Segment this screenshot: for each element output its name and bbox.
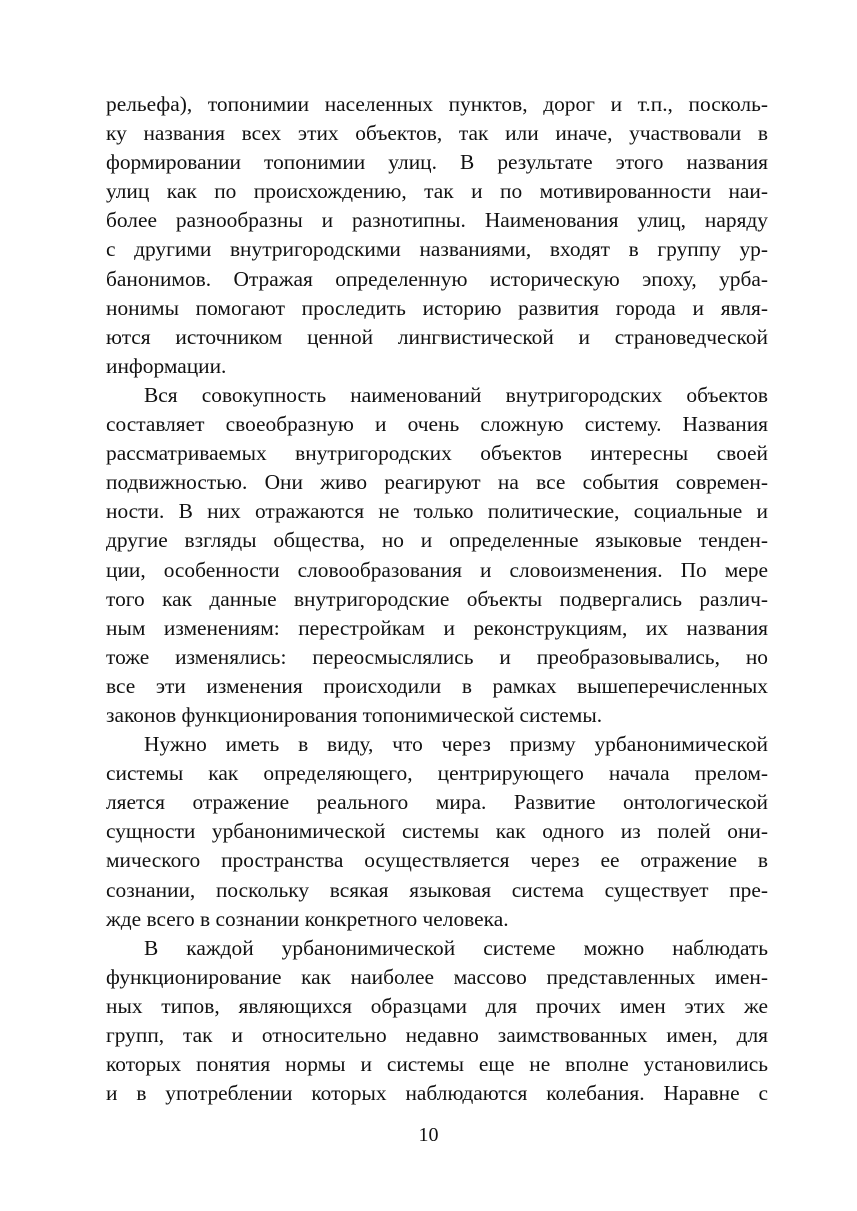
text-line: рельефа), топонимии населенных пунктов, дорог и т.п., посколь- [106, 92, 768, 116]
text-line: В каждой урбанонимической системе можно наблюдать [144, 935, 768, 960]
text-line: и в употреблении которых наблюдаются колебания. Наравне с [106, 1081, 768, 1106]
text-line: ных типов, являющихся образцами для прочих имен этих же [106, 993, 768, 1018]
text-line: Нужно иметь в виду, что через призму урбанонимической [144, 732, 768, 757]
text-line: другие взгляды общества, но и определенные языковые тенден- [106, 528, 768, 553]
text-line: сознании, поскольку всякая языковая система существует пре- [106, 877, 768, 902]
paragraph-1 [106, 90, 768, 381]
text-line: того как данные внутригородские объекты подвергались различ- [106, 586, 768, 611]
paragraph-4 [106, 934, 768, 1109]
text-line: групп, так и относительно недавно заимствованных имен, для [106, 1023, 768, 1047]
text-line: информации. [106, 353, 227, 378]
text-line: мического пространства осуществляется через ее отражение в [106, 848, 768, 873]
text-line: тоже изменялись: переосмыслялись и преобразовывались, но [106, 644, 768, 669]
text-line: формировании топонимии улиц. В результате этого названия [106, 150, 768, 175]
text-line: составляет своеобразную и очень сложную систему. Названия [106, 412, 768, 437]
text-line: сущности урбанонимической системы как одного из полей они- [106, 819, 768, 844]
text-line: жде всего в сознании конкретного человека. [106, 906, 509, 931]
text-line: улиц как по происхождению, так и по мотивированности наи- [106, 179, 768, 204]
text-line: Вся совокупность наименований внутригородских объектов [144, 382, 768, 407]
text-line: более разнообразны и разнотипны. Наименования улиц, наряду [106, 208, 768, 233]
text-line: ным изменениям: перестройкам и реконструкциям, их названия [106, 615, 768, 640]
text-line: функционирование как наиболее массово представленных имен- [106, 964, 768, 989]
text-line: ности. В них отражаются не только политические, социальные и [106, 499, 768, 524]
text-line: законов функционирования топонимической системы. [106, 702, 603, 727]
text-line: нонимы помогают проследить историю развития города и явля- [106, 295, 768, 320]
text-line: ются источником ценной лингвистической и страноведческой [106, 324, 768, 349]
body-text [106, 90, 768, 1108]
text-line: с другими внутригородскими названиями, входят в группу ур- [106, 237, 768, 262]
page-number: 10 [418, 1124, 439, 1146]
text-line: ку названия всех этих объектов, так или иначе, участвовали в [106, 121, 768, 146]
text-line: подвижностью. Они живо реагируют на все события современ- [106, 470, 768, 495]
paragraph-2 [106, 381, 768, 730]
text-line: рассматриваемых внутригородских объектов интересны своей [106, 441, 768, 466]
text-line: которых понятия нормы и системы еще не вполне установились [106, 1052, 768, 1077]
paragraph-3 [106, 730, 768, 934]
text-line: ляется отражение реального мира. Развитие онтологической [106, 790, 768, 815]
text-line: все эти изменения происходили в рамках вышеперечисленных [106, 673, 768, 698]
text-line: ции, особенности словообразования и словоизменения. По мере [106, 557, 768, 582]
text-line: системы как определяющего, центрирующего начала прелом- [106, 761, 768, 786]
text-line: банонимов. Отражая определенную историческую эпоху, урба- [106, 266, 768, 291]
